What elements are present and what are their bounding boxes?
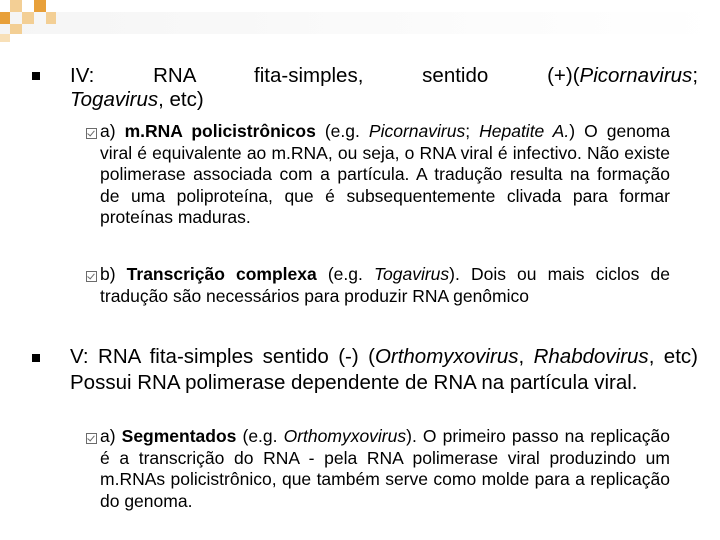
checkbox-icon [86,271,97,282]
item-iv-picorna: Picornavirus [579,64,693,87]
item-iv [70,64,698,112]
sub-b-t1: (e.g. [316,264,374,284]
sub-a-bold: m.RNA policistrônicos [124,121,316,141]
sub-b-bold: Transcrição complexa [126,264,317,284]
item-iv-plus: (+)( [547,64,580,87]
bullet-square-icon [32,354,40,362]
item-iv-sentido: sentido [422,64,489,87]
sub-b-marker: b) [100,264,116,284]
sub-c-t1: (e.g. [236,426,284,446]
sub-item-a [100,121,670,229]
corner-decoration [0,0,720,60]
checkbox-icon [86,128,97,139]
item-v-body: , etc) Possui RNA polimerase dependente de RNA na partícula viral. [70,345,698,394]
sub-b-toga: Togavirus [373,264,450,284]
sub-a-t2: ; [465,121,480,141]
sub-b-t2: ). Dois ou mais ciclos de tradução são necessários para produzir RNA genômico [100,264,670,306]
sub-item-c [100,426,670,512]
sub-a-body: O genoma viral é equivalente ao m.RNA, ou seja, o RNA viral é infectivo. Não existe polimerase associada com a partícula. A tradução resulta na formação de uma poliproteína, que é subsequentemente clivada para formar proteínas maduras. [100,121,670,227]
item-iv-rna: RNA [153,64,196,87]
item-iv-head: IV: [70,64,95,87]
sub-c-marker: a) [100,426,116,446]
item-v-head: V: RNA fita-simples sentido (-) ( [70,345,375,368]
sub-c-orthomyxo: Orthomyxovirus [283,426,407,446]
sub-a-picorna: Picornavirus [368,121,466,141]
checkbox-icon [86,433,97,444]
sub-a-marker: a) [100,121,116,141]
sub-a-t1: (e.g. [315,121,369,141]
item-v-orthomyxo: Orthomyxovirus [374,345,519,368]
item-v [70,344,698,396]
sub-c-bold: Segmentados [121,426,237,446]
sub-item-b [100,264,670,307]
item-iv-line1 [70,64,698,88]
sub-a-hepatite: Hepatite A. [479,121,570,141]
item-iv-virus [547,64,698,87]
item-iv-semicolon: ; [692,64,699,87]
item-iv-etc: , etc) [158,88,204,111]
item-v-rhabdo: Rhabdovirus [533,345,649,368]
bullet-square-icon [32,72,40,80]
sub-a-t3: ) [569,121,576,141]
item-iv-line2 [70,88,698,112]
item-iv-toga: Togavirus [70,88,159,111]
item-v-comma: , [518,345,525,368]
sub-c-body: ). O primeiro passo na replicação é a transcrição do RNA - pela RNA polimerase viral produzindo um m.RNAs policistrônico, que também serve como molde para a replicação do genoma. [100,426,670,511]
item-iv-fita: fita-simples, [254,64,364,87]
